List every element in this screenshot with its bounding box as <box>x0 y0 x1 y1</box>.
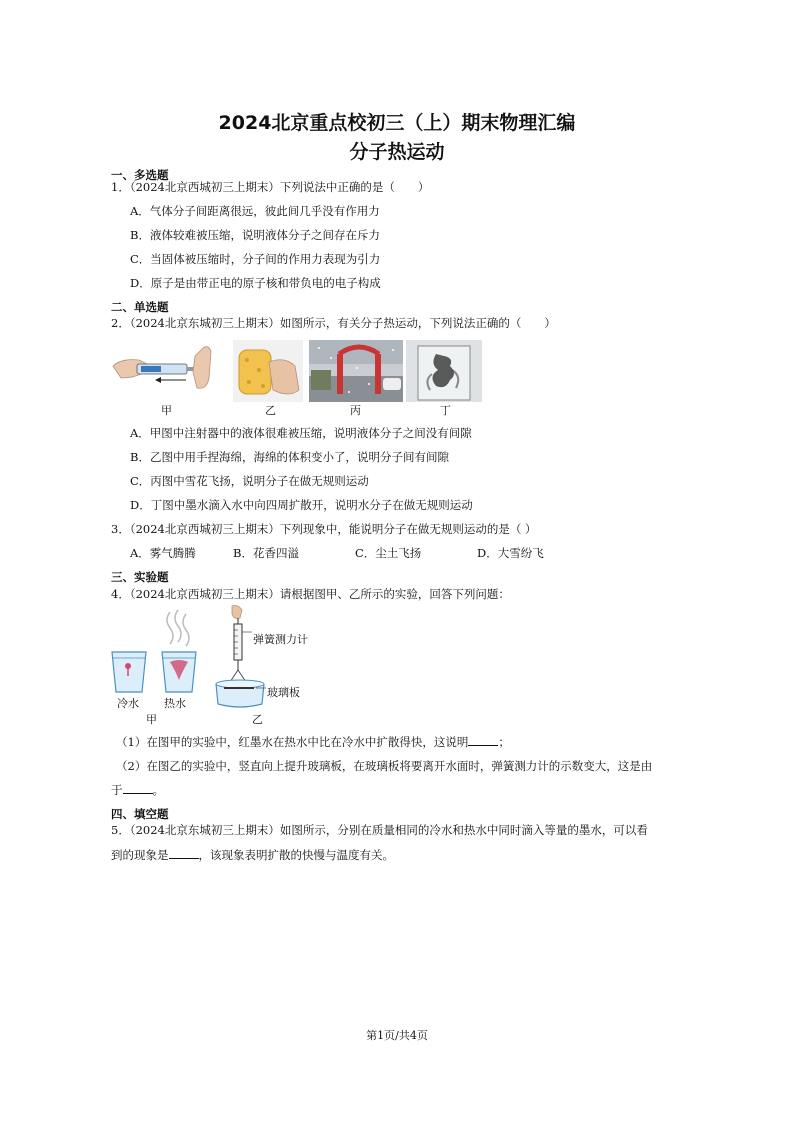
label-glass-plate: 玻璃板 <box>267 686 300 699</box>
section-heading-multiple-choice: 一、多选题 <box>111 168 169 182</box>
figure-label-jia: 甲 <box>161 404 172 417</box>
question-2-stem: 2．（2024北京东城初三上期末）如图所示，有关分子热运动，下列说法正确的（ ） <box>111 316 556 330</box>
q5-text: 到的现象是 <box>111 848 169 862</box>
beakers-figure <box>108 606 208 696</box>
sponge-figure <box>233 340 303 402</box>
q1-option-c: C．当固体被压缩时，分子间的作用力表现为引力 <box>130 252 381 266</box>
syringe-figure <box>111 338 221 400</box>
q2-option-b: B．乙图中用手捏海绵，海绵的体积变小了，说明分子间有间隙 <box>130 450 449 464</box>
q4-sub2-end: 。 <box>152 783 164 797</box>
label-hot-water: 热水 <box>164 697 186 710</box>
ink-diffusion-figure <box>406 340 482 402</box>
figure-label-yi-q4: 乙 <box>252 713 263 726</box>
q4-sub2-text: 于 <box>111 783 123 797</box>
section-heading-single-choice: 二、单选题 <box>111 300 169 314</box>
page-subtitle: 分子热运动 <box>349 141 445 163</box>
section-heading-fill-in: 四、填空题 <box>111 807 169 821</box>
question-1-stem: 1．（2024北京西城初三上期末）下列说法中正确的是（ ） <box>111 180 430 194</box>
figure-label-bing: 丙 <box>350 404 361 417</box>
answer-blank <box>468 735 498 746</box>
q4-sub1-text: （1）在图甲的实验中，红墨水在热水中比在冷水中扩散得快，这说明 <box>116 735 469 749</box>
label-spring-scale: 弹簧测力计 <box>253 633 308 646</box>
q3-option-d: D．大雪纷飞 <box>477 546 544 560</box>
q4-sub2-line2 <box>111 782 164 798</box>
question-4-stem: 4．（2024北京西城初三上期末）请根据图甲、乙所示的实验，回答下列问题： <box>111 587 510 601</box>
question-5-line1: 5．（2024北京东城初三上期末）如图所示，分别在质量相同的冷水和热水中同时滴入等量的墨水，可以看 <box>111 823 648 837</box>
question-5-line2 <box>111 847 394 863</box>
q4-sub1-end: ； <box>498 735 510 749</box>
q3-option-c: C．尘土飞扬 <box>355 546 422 560</box>
q1-option-d: D．原子是由带正电的原子核和带负电的电子构成 <box>130 276 381 290</box>
page-number: 第1页/共4页 <box>366 1029 428 1042</box>
q5-text-end: ，该现象表明扩散的快慢与温度有关。 <box>198 848 394 862</box>
figure-label-jia-q4: 甲 <box>146 713 157 726</box>
figure-label-ding: 丁 <box>440 404 451 417</box>
q4-sub2-line1: （2）在图乙的实验中，竖直向上提升玻璃板，在玻璃板将要离开水面时，弹簧测力计的示数变大，这是由 <box>116 759 653 773</box>
q3-option-a: A．雾气腾腾 <box>130 546 196 560</box>
label-cold-water: 冷水 <box>117 697 139 710</box>
section-heading-experiment: 三、实验题 <box>111 570 169 584</box>
snow-scene-figure <box>309 340 403 402</box>
figure-label-yi: 乙 <box>265 404 276 417</box>
answer-blank <box>169 848 199 859</box>
q1-option-b: B．液体较难被压缩，说明液体分子之间存在斥力 <box>130 228 380 242</box>
q1-option-a: A．气体分子间距离很远，彼此间几乎没有作用力 <box>130 204 380 218</box>
q2-option-d: D．丁图中墨水滴入水中向四周扩散开，说明水分子在做无规则运动 <box>130 498 473 512</box>
page-title: 2024北京重点校初三（上）期末物理汇编 <box>218 112 576 134</box>
answer-blank <box>123 783 153 794</box>
q4-sub1 <box>116 734 510 750</box>
q3-option-b: B．花香四溢 <box>233 546 299 560</box>
question-3-stem: 3．（2024北京西城初三上期末）下列现象中，能说明分子在做无规则运动的是（ ） <box>111 522 537 536</box>
q2-option-a: A．甲图中注射器中的液体很难被压缩，说明液体分子之间没有间隙 <box>130 426 472 440</box>
q2-option-c: C．丙图中雪花飞扬，说明分子在做无规则运动 <box>130 474 369 488</box>
